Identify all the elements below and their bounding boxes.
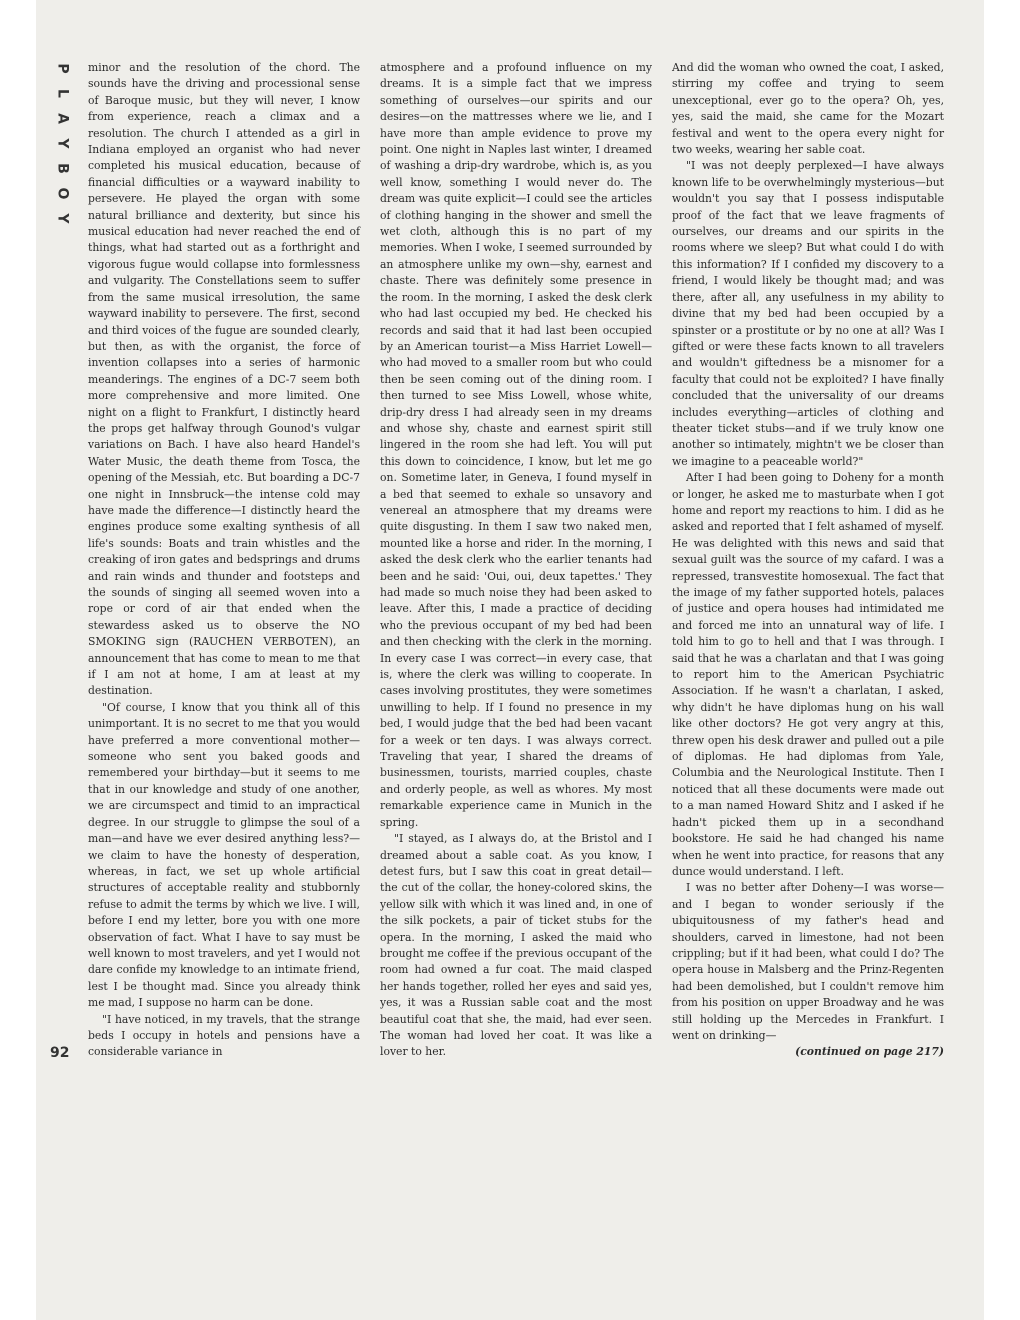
text-column-2 bbox=[380, 60, 652, 1061]
paragraph: And did the woman who owned the coat, I asked, stirring my coffee and trying to seem unexceptional, ever go to the opera? Oh, yes, yes, said the maid, she came for the Mozart festival and went to the opera every night for two weeks, wearing her sable coat. bbox=[672, 61, 944, 157]
masthead-letter: L bbox=[54, 89, 71, 98]
page-number: 92 bbox=[50, 1045, 70, 1061]
paragraph: "I have noticed, in my travels, that the strange beds I occupy in hotels and pensions have a considerable variance in bbox=[88, 1012, 360, 1059]
text-column-3 bbox=[672, 60, 944, 1061]
paragraph: "I stayed, as I always do, at the Bristol and I dreamed about a sable coat. As you know, I detest furs, but I saw this coat in great detail—the cut of the collar, the honey-colored skins, the yellow silk with which it was lined and, in one of the silk pockets, a pair of ticket stubs for the opera. In the morning, I asked the maid who brought me coffee if the previous occupant of the room had owned a fur coat. The maid clasped her hands together, rolled her eyes and said yes, yes, it was a Russian sable coat and the most beautiful coat that she, the maid, had ever seen. The woman had loved her coat. It was like a lover to her. bbox=[380, 832, 652, 1059]
paragraph: minor and the resolution of the chord. The sounds have the driving and processional sense of Baroque music, but they will never, I know from experience, reach a climax and a resolution. The church I attended as a girl in Indiana employed an organist who had never completed his musical education, because of financial difficulties or a wayward inability to persevere. He played the organ with some natural brilliance and dexterity, but since his musical education had never reached the end of things, what had started out as a forthright and vigorous fugue would collapse into formlessness and vulgarity. The Constellations seem to suffer from the same musical irresolution, the same wayward inability to persevere. The first, second and third voices of the fugue are sounded clearly, but then, as with the organist, the force of invention collapses into a series of harmonic meanderings. The engines of a DC-7 seem both more comprehensive and more limited. One night on a flight to Frankfurt, I distinctly heard the props get halfway through Gounod's vulgar variations on Bach. I have also heard Handel's Water Music, the death theme from Tosca, the opening of the Messiah, etc. But boarding a DC-7 one night in Innsbruck—the intense cold may have made the difference—I distinctly heard the engines produce some exalting synthesis of all life's sounds: Boats and train whistles and the creaking of iron gates and bedsprings and drums and rain winds and thunder and footsteps and the sounds of singing all seemed woven into a rope or cord of air that ended when the stewardess asked us to observe the NO SMOKING sign (RAUCHEN VERBOTEN), an announcement that has come to mean to me that if I am not at home, I am at least at my destination. bbox=[88, 61, 360, 698]
masthead-letter: B bbox=[54, 163, 71, 174]
masthead-letter: Y bbox=[54, 138, 71, 149]
masthead bbox=[50, 56, 74, 231]
paragraph: I was no better after Doheny—I was worse—and I began to wonder seriously if the ubiquitousness of my father's head and shoulders, carved in limestone, had not been crippling; but if it had been, what could I do? The opera house in Malsberg and the Prinz-Regenten had been demolished, but I couldn't remove him from his position on upper Broadway and he was still holding up the Mercedes in Frankfurt. I went on drinking— bbox=[672, 881, 944, 1042]
masthead-letter: P bbox=[54, 63, 71, 74]
paragraph: "Of course, I know that you think all of this unimportant. It is no secret to me that you would have preferred a more conventional mother—someone who sent you baked goods and remembered your birthday—but it seems to me that in our knowledge and study of one another, we are circumspect and timid to an impractical degree. In our struggle to glimpse the soul of a man—and have we ever desired anything less?—we claim to have the honesty of desperation, whereas, in fact, we set up whole artificial structures of acceptable reality and stubbornly refuse to admit the terms by which we live. I will, before I end my letter, bore you with one more observation of fact. What I have to say must be well known to most travelers, and yet I would not dare confide my knowledge to an intimate friend, lest I be thought mad. Since you already think me mad, I suppose no harm can be done. bbox=[88, 700, 360, 1010]
paragraph: atmosphere and a profound influence on my dreams. It is a simple fact that we impress something of ourselves—our spirits and our desires—on the mattresses where we lie, and I have more than ample evidence to prove my point. One night in Naples last winter, I dreamed of washing a drip-dry wardrobe, which is, as you well know, something I would never do. The dream was quite explicit—I could see the articles of clothing hanging in the shower and smell the wet cloth, although this is no part of my memories. When I woke, I seemed surrounded by an atmosphere unlike my own—shy, earnest and chaste. There was definitely some presence in the room. In the morning, I asked the desk clerk who had last occupied my bed. He checked his records and said that it had last been occupied by an American tourist—a Miss Harriet Lowell—who had moved to a smaller room but who could then be seen coming out of the dining room. I then turned to see Miss Lowell, whose white, drip-dry dress I had already seen in my dreams and whose shy, chaste and earnest spirit still lingered in the room she had left. You will put this down to coincidence, I know, but let me go on. Sometime later, in Geneva, I found myself in a bed that seemed to exhale so unsavory and venereal an atmosphere that my dreams were quite disgusting. In them I saw two naked men, mounted like a horse and rider. In the morning, I asked the desk clerk who the earlier tenants had been and he said: 'Oui, oui, deux tapettes.' They had made so much noise they had been asked to leave. After this, I made a practice of deciding who the previous occupant of my bed had been and then checking with the clerk in the morning. In every case I was correct—in every case, that is, where the clerk was willing to cooperate. In cases involving prostitutes, they were sometimes unwilling to help. If I found no presence in my bed, I would judge that the bed had been vacant for a week or ten days. I was always correct. Traveling that year, I shared the dreams of businessmen, tourists, married couples, chaste and orderly people, as well as whores. My most remarkable experience came in Munich in the spring. bbox=[380, 61, 652, 829]
masthead-letter: O bbox=[54, 187, 71, 200]
paragraph: "I was not deeply perplexed—I have always known life to be overwhelmingly mysterious—but wouldn't you say that I possess indisputable proof of the fact that we leave fragments of ourselves, our dreams and our spirits in the rooms where we sleep? But what could I do with this information? If I confided my discovery to a friend, I would likely be thought mad; and was there, after all, any usefulness in my ability to divine that my bed had been occupied by a spinster or a prostitute or by no one at all? Was I gifted or were these facts known to all travelers and wouldn't giftedness be a misnomer for a faculty that could not be exploited? I have finally concluded that the universality of our dreams includes everything—articles of clothing and theater ticket stubs—and if we truly know one another so intimately, mightn't we be closer than we imagine to a peaceable world?" bbox=[672, 159, 944, 468]
text-column-1 bbox=[88, 60, 360, 1061]
paragraph: After I had been going to Doheny for a month or longer, he asked me to masturbate when I got home and report my reactions to him. I did as he asked and reported that I felt ashamed of myself. He was delighted with this news and said that sexual guilt was the source of my cafard. I was a repressed, transvestite homosexual. The fact that the image of my father supported hotels, palaces of justice and opera houses had intimidated me and forced me into an unnatural way of life. I told him to go to hell and that I was through. I said that he was a charlatan and that I was going to report him to the American Psychiatric Association. If he wasn't a charlatan, I asked, why didn't he have diplomas hung on his wall like other doctors? He got very angry at this, threw open his desk drawer and pulled out a pile of diplomas. He had diplomas from Yale, Columbia and the Neurological Institute. Then I noticed that all these documents were made out to a man named Howard Shitz and I asked if he hadn't picked them up in a secondhand bookstore. He said he had changed his name when he went into practice, for reasons that any dunce would understand. I left. bbox=[672, 471, 944, 878]
masthead-letter: A bbox=[54, 113, 71, 124]
masthead-letter: Y bbox=[54, 213, 71, 224]
continued-note: (continued on page 217) bbox=[795, 1045, 944, 1059]
